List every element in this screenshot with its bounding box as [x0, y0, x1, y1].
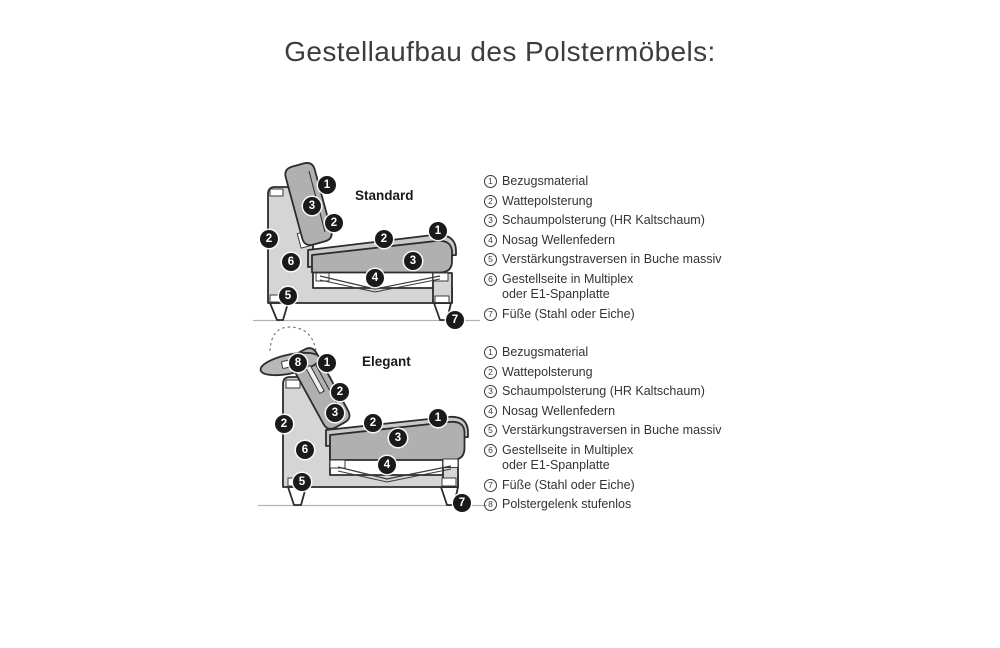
- legend-text: Nosag Wellenfedern: [502, 403, 616, 418]
- diagram-standard-label: Standard: [355, 188, 414, 203]
- legend-number: 2: [484, 366, 497, 379]
- callout-marker: 3: [303, 197, 321, 215]
- legend-number: 6: [484, 273, 497, 286]
- callout-marker: 4: [378, 456, 396, 474]
- legend-text: Schaumpolsterung (HR Kaltschaum): [502, 384, 705, 398]
- legend-text: [502, 272, 633, 303]
- legend-text: Polstergelenk stufenlos: [502, 497, 632, 511]
- callout-marker: 7: [453, 494, 471, 512]
- spring-corner-block: [330, 460, 345, 468]
- callout-marker: 2: [260, 230, 278, 248]
- legend-text: Schaumpolsterung (HR Kaltschaum): [502, 213, 705, 227]
- legend-standard: [484, 174, 784, 326]
- callout-marker: 3: [389, 429, 407, 447]
- legend-item: [484, 443, 784, 474]
- legend-text: Bezugsmaterial: [502, 174, 589, 188]
- legend-number: 5: [484, 424, 497, 437]
- legend-item: [484, 272, 784, 303]
- legend-item: [484, 404, 784, 420]
- legend-number: 4: [484, 234, 497, 247]
- callout-marker: 2: [331, 383, 349, 401]
- legend-number: 4: [484, 405, 497, 418]
- legend-item: [484, 307, 784, 323]
- legend-number: 1: [484, 346, 497, 359]
- legend-item: [484, 478, 784, 494]
- legend-item: [484, 423, 784, 439]
- legend-text: Wattepolsterung: [502, 364, 593, 379]
- callout-marker: 2: [325, 214, 343, 232]
- legend-elegant: [484, 345, 784, 517]
- legend-text: Verstärkungstraversen in Buche massiv: [502, 252, 722, 266]
- legend-item: [484, 345, 784, 361]
- legend-number: 2: [484, 195, 497, 208]
- legend-text: Füße (Stahl oder Eiche): [502, 306, 635, 321]
- legend-item: [484, 174, 784, 190]
- legend-item: [484, 213, 784, 229]
- diagram-elegant: [250, 325, 490, 510]
- legend-text: Verstärkungstraversen in Buche massiv: [502, 423, 722, 437]
- legend-number: 1: [484, 175, 497, 188]
- callout-marker: 2: [375, 230, 393, 248]
- legend-item: [484, 497, 784, 513]
- frame-corner-block: [286, 380, 300, 388]
- callout-marker: 1: [318, 176, 336, 194]
- legend-item: [484, 384, 784, 400]
- legend-number: 3: [484, 385, 497, 398]
- callout-marker: 5: [293, 473, 311, 491]
- callout-marker: 6: [296, 441, 314, 459]
- diagram-elegant-label: Elegant: [362, 354, 411, 369]
- legend-text: Füße (Stahl oder Eiche): [502, 477, 635, 492]
- legend-number: 6: [484, 444, 497, 457]
- legend-text: [502, 443, 633, 474]
- callout-marker: 2: [275, 415, 293, 433]
- legend-number: 7: [484, 308, 497, 321]
- sofa-leg: [270, 303, 288, 320]
- legend-text: Bezugsmaterial: [502, 345, 589, 359]
- frame-corner-block: [270, 189, 283, 196]
- legend-number: 7: [484, 479, 497, 492]
- legend-item: [484, 365, 784, 381]
- frame-corner-block: [442, 478, 456, 486]
- legend-text: Nosag Wellenfedern: [502, 232, 616, 247]
- page-title: Gestellaufbau des Polstermöbels:: [284, 36, 716, 67]
- callout-marker: 7: [446, 311, 464, 329]
- callout-marker: 8: [289, 354, 307, 372]
- legend-text-line2: oder E1-Spanplatte: [502, 458, 610, 472]
- callout-marker: 5: [279, 287, 297, 305]
- callout-marker: 3: [404, 252, 422, 270]
- callout-marker: 6: [282, 253, 300, 271]
- callout-marker: 1: [429, 222, 447, 240]
- legend-text-line1: Gestellseite in Multiplex: [502, 271, 634, 286]
- diagram-standard: [250, 155, 482, 327]
- legend-item: [484, 194, 784, 210]
- callout-marker: 1: [429, 409, 447, 427]
- legend-number: 3: [484, 214, 497, 227]
- callout-marker: 3: [326, 404, 344, 422]
- callout-marker: 1: [318, 354, 336, 372]
- legend-item: [484, 252, 784, 268]
- frame-corner-block: [435, 296, 449, 303]
- legend-text: Wattepolsterung: [502, 193, 593, 208]
- legend-item: [484, 233, 784, 249]
- legend-number: 5: [484, 253, 497, 266]
- legend-text-line2: oder E1-Spanplatte: [502, 287, 610, 301]
- callout-marker: 4: [366, 269, 384, 287]
- callout-marker: 2: [364, 414, 382, 432]
- legend-number: 8: [484, 498, 497, 511]
- legend-text-line1: Gestellseite in Multiplex: [502, 442, 634, 457]
